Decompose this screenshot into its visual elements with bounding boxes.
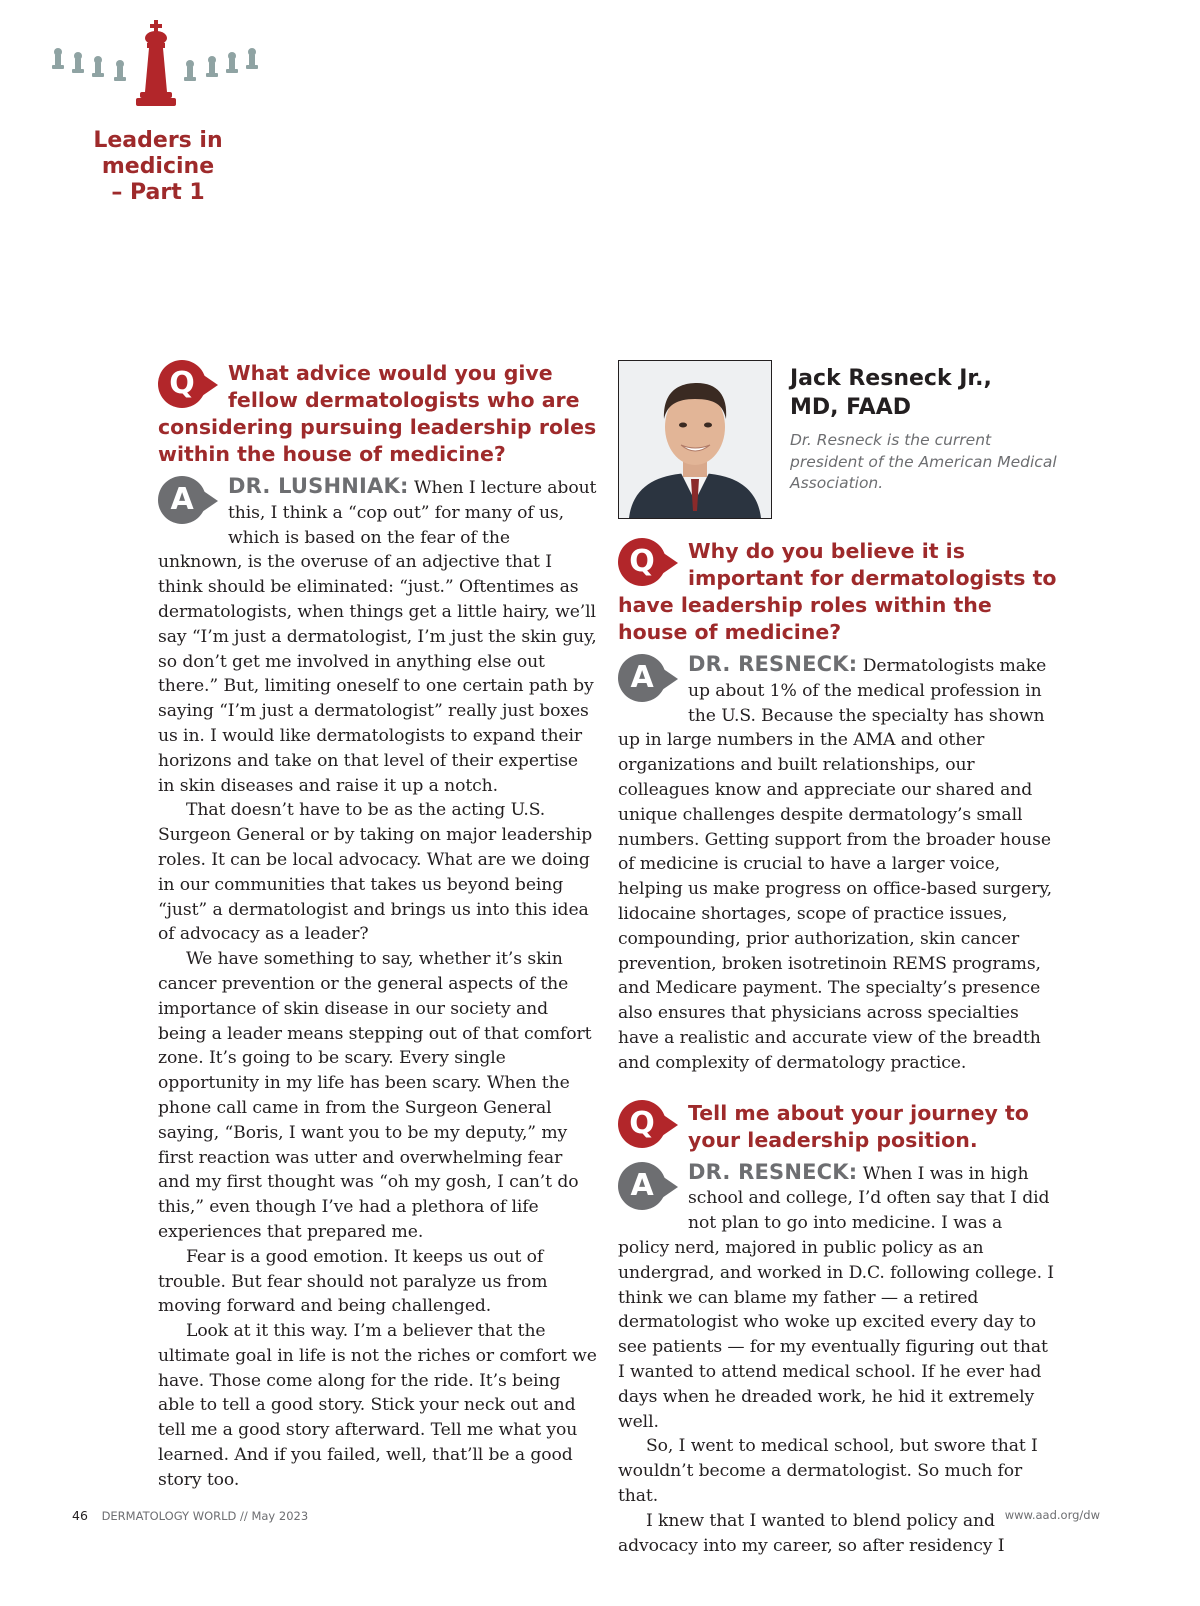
section-logo bbox=[40, 18, 276, 205]
answer-badge-icon: A bbox=[158, 476, 220, 526]
question-badge-icon: Q bbox=[618, 538, 680, 588]
portrait-person-icon bbox=[619, 361, 771, 518]
left-column bbox=[158, 360, 598, 1493]
answer-badge-icon: A bbox=[618, 1162, 680, 1212]
right-column bbox=[618, 360, 1058, 1558]
profile-bio: Dr. Resneck is the current president of the American Medical Association. bbox=[790, 431, 1057, 492]
publication-name: DERMATOLOGY WORLD // May 2023 bbox=[101, 1509, 309, 1523]
answer-paragraph: DR. RESNECK: When I was in high school and college, I’d often say that I did not plan to go into medicine. I was a policy nerd, majored in public policy as an undergrad, and worked in D.C. following college. I think we can blame my father — a retired dermatologist who woke up excited every day to see patients — for my eventually figuring out that I wanted to attend medical school. If he ever had days when he dreaded work, he hid it extremely well. bbox=[618, 1159, 1054, 1432]
question-block bbox=[158, 360, 598, 468]
answer-block bbox=[618, 652, 1058, 1076]
question-text: Tell me about your journey to your leadership position. bbox=[688, 1100, 1029, 1152]
question-text: Why do you believe it is important for dermatologists to have leadership roles within the house of medicine? bbox=[618, 539, 1057, 644]
footer-url[interactable]: www.aad.org/dw bbox=[1004, 1508, 1100, 1522]
question-block bbox=[618, 538, 1058, 646]
speaker-name: DR. LUSHNIAK: bbox=[228, 474, 409, 498]
page-footer bbox=[72, 1508, 1100, 1524]
answer-paragraph: So, I went to medical school, but swore that I wouldn’t become a dermatologist. So much for that. bbox=[618, 1436, 1038, 1506]
profile-box bbox=[618, 360, 1058, 528]
answer-block bbox=[618, 1160, 1058, 1559]
profile-name: Jack Resneck Jr., MD, FAAD bbox=[790, 366, 992, 420]
section-title bbox=[40, 128, 276, 206]
answer-paragraph: Look at it this way. I’m a believer that the ultimate goal in life is not the riches or comfort we have. Those come along for the ride. It’s being able to tell a good story. Stick your neck out and tell me a good story afterward. Tell me what you learned. And if you failed, well, that’ll be a good story too. bbox=[158, 1321, 597, 1490]
section-title-line2: – Part 1 bbox=[111, 180, 205, 205]
question-text: What advice would you give fellow dermatologists who are considering pursuing leadership roles within the house of medicine? bbox=[158, 361, 597, 466]
answer-paragraph: We have something to say, whether it’s skin cancer prevention or the general aspects of the importance of skin disease in our society and being a leader means stepping out of that comfort zone. It’s going to be scary. Every single opportunity in my life has been scary. When the phone call came in from the Surgeon General saying, “Boris, I want you to be my deputy,” my first reaction was utter and overwhelming fear and my first thought was “oh my gosh, I can’t do this,” even though I’ve had a plethora of life experiences that prepared me. bbox=[158, 949, 592, 1242]
answer-block bbox=[158, 474, 598, 1493]
speaker-name: DR. RESNECK: bbox=[688, 652, 858, 676]
section-title-line1: Leaders in medicine bbox=[93, 128, 223, 179]
speaker-name: DR. RESNECK: bbox=[688, 1159, 858, 1184]
portrait-photo bbox=[618, 360, 772, 519]
answer-paragraph: DR. LUSHNIAK: When I lecture about this, I think a “cop out” for many of us, which is based on the fear of the unknown, is the overuse of an adjective that I think should be eliminated: “just.” Oftentimes as dermatologists, when things get a little hairy, we’ll say “I’m just a dermatologist, I’m just the skin guy, so don’t get me involved in anything else out there.” But, limiting oneself to one certain path by saying “I’m just a dermatologist” really just boxes us in. I would like dermatologists to expand their horizons and take on that level of their expertise in skin diseases and raise it up a notch. bbox=[158, 474, 597, 796]
answer-paragraph: I knew that I wanted to blend policy and advocacy into my career, so after residency I bbox=[618, 1510, 1005, 1556]
question-block bbox=[618, 1100, 1058, 1154]
answer-paragraph: DR. RESNECK: Dermatologists make up about 1% of the medical profession in the U.S. Because the specialty has shown up in large numbers in the AMA and other organizations and built relationships, our colleagues know and appreciate our shared and unique challenges despite dermatology’s small numbers. Getting support from the broader house of medicine is crucial to have a larger voice, helping us make progress on office-based surgery, lidocaine shortages, scope of practice issues, compounding, prior authorization, skin cancer prevention, broken isotretinoin REMS programs, and Medicare payment. The specialty’s presence also ensures that physicians across specialties have a realistic and accurate view of the breadth and complexity of dermatology practice. bbox=[618, 652, 1053, 1073]
chess-pieces-king-icon bbox=[48, 18, 268, 110]
answer-paragraph: Fear is a good emotion. It keeps us out of trouble. But fear should not paralyze us from moving forward and being challenged. bbox=[158, 1246, 548, 1317]
answer-badge-icon: A bbox=[618, 654, 680, 704]
answer-paragraph: That doesn’t have to be as the acting U.S. Surgeon General or by taking on major leadership roles. It can be local advocacy. What are we doing in our communities that takes us beyond being “just” a dermatologist and brings us into this idea of advocacy as a leader? bbox=[158, 800, 593, 945]
page-number: 46 bbox=[72, 1508, 88, 1523]
question-badge-icon: Q bbox=[618, 1100, 680, 1150]
question-badge-icon: Q bbox=[158, 360, 220, 410]
